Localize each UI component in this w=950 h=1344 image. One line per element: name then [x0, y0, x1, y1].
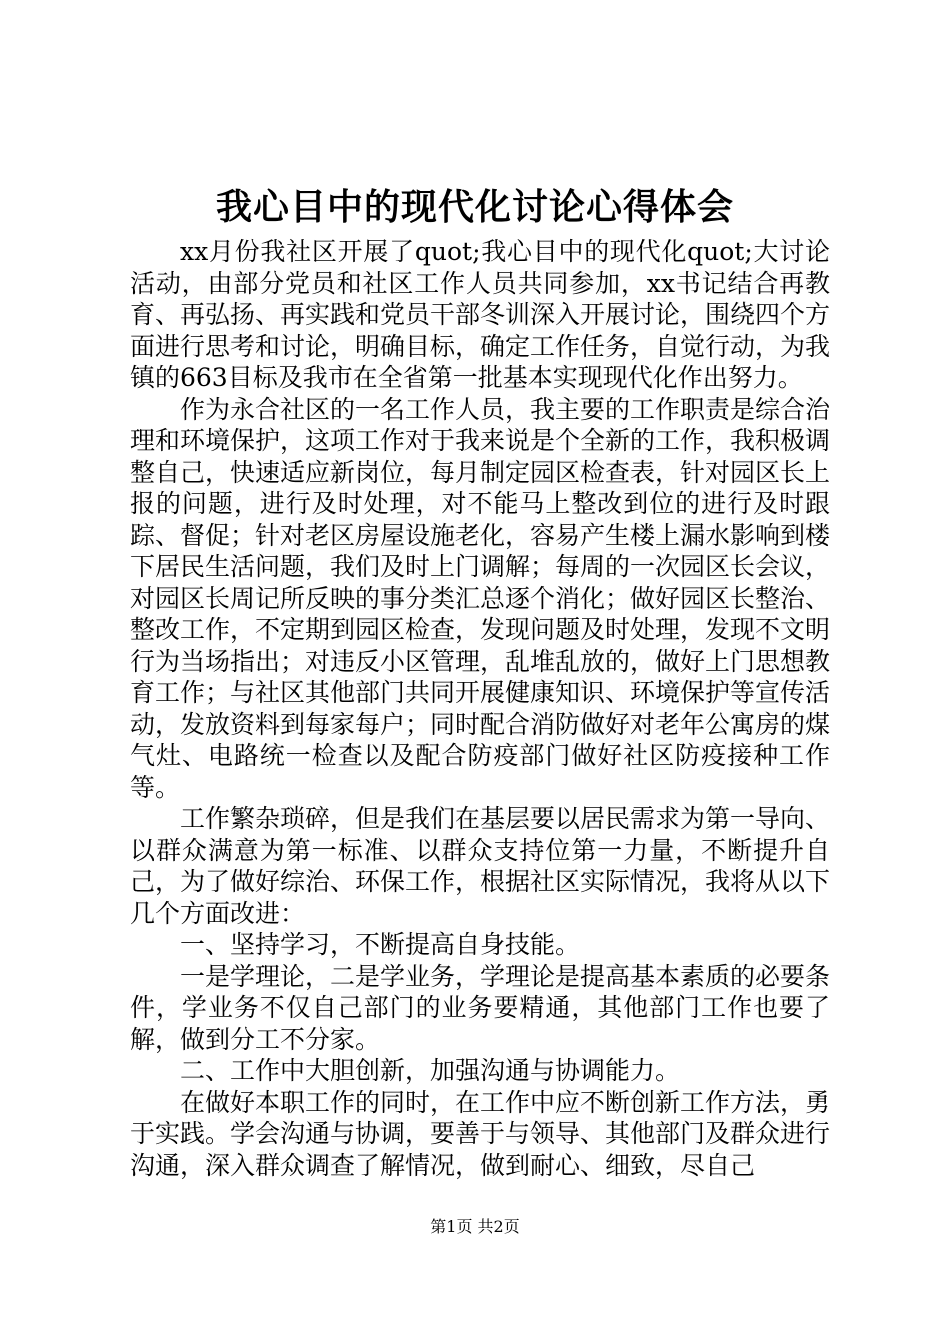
paragraph-4-heading: 一、坚持学习，不断提高自身技能。	[180, 930, 581, 959]
paragraph-3: 工作繁杂琐碎，但是我们在基层要以居民需求为第一导向、以群众满意为第一标准、以群众支持位第一力量，不断提升自己，为了做好综治、环保工作，根据社区实际情况，我将从以下几个方面改进：	[130, 804, 831, 928]
paragraph-1: xx月份我社区开展了quot;我心目中的现代化quot;大讨论活动，由部分党员和社区工作人员共同参加，xx书记结合再教育、再弘扬、再实践和党员干部冬训深入开展讨论，围绕四个方面进行思考和讨论，明确目标，确定工作任务，自觉行动，为我镇的663目标及我市在全省第一批基本实现现代化作出努力。	[130, 237, 831, 392]
paragraph-6-heading: 二、工作中大胆创新，加强沟通与协调能力。	[180, 1056, 681, 1085]
page-footer: 第1页 共2页	[430, 1217, 520, 1236]
document-title: 我心目中的现代化讨论心得体会	[215, 186, 734, 228]
paragraph-7: 在做好本职工作的同时，在工作中应不断创新工作方法，勇于实践。学会沟通与协调，要善于与领导、其他部门及群众进行沟通，深入群众调查了解情况，做到耐心、细致，尽自己	[130, 1087, 831, 1180]
paragraph-5: 一是学理论，二是学业务，学理论是提高基本素质的必要条件，学业务不仅自己部门的业务要精通，其他部门工作也要了解，做到分工不分家。	[130, 961, 831, 1054]
document-body	[130, 236, 830, 1181]
paragraph-2: 作为永合社区的一名工作人员，我主要的工作职责是综合治理和环境保护，这项工作对于我来说是个全新的工作，我积极调整自己，快速适应新岗位，每月制定园区检查表，针对园区长上报的问题，进行及时处理，对不能马上整改到位的进行及时跟踪、督促；针对老区房屋设施老化，容易产生楼上漏水影响到楼下居民生活问题，我们及时上门调解；每周的一次园区长会议，对园区长周记所反映的事分类汇总逐个消化；做好园区长整治、整改工作，不定期到园区检查，发现问题及时处理，发现不文明行为当场指出；对违反小区管理，乱堆乱放的，做好上门思想教育工作；与社区其他部门共同开展健康知识、环境保护等宣传活动，发放资料到每家每户；同时配合消防做好对老年公寓房的煤气灶、电路统一检查以及配合防疫部门做好社区防疫接种工作等。	[130, 394, 831, 802]
